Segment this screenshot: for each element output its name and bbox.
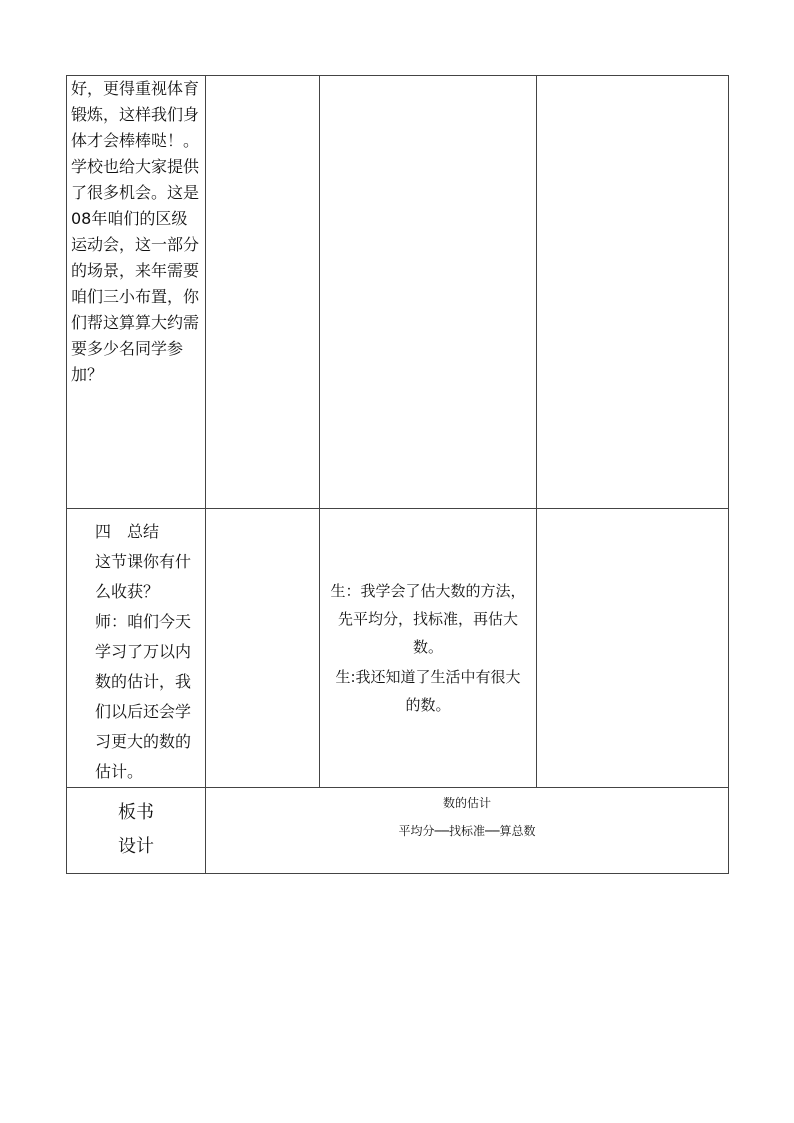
summary-heading: 四 总结 [95,522,160,541]
summary-cell [67,509,206,788]
summary-question: 这节课你有什么收获？ [95,552,192,601]
student-response-2: 生:我还知道了生活中有很大的数。 [335,668,521,714]
board-label-line1: 板书 [118,802,154,823]
board-design-label-cell [67,788,206,874]
teaching-content-text: 好，更得重视体育锻炼，这样我们身体才会棒棒哒！。学校也给大家提供了很多机会。这是08年咱们的区级运动会，这一部分的场景，来年需要咱们三小布置，你们帮这算算大约需要多少名同学参加？ [71,79,200,384]
table-row [67,76,729,509]
empty-cell [206,76,320,509]
empty-cell [206,509,320,788]
empty-cell [537,509,729,788]
empty-cell [537,76,729,509]
board-title: 数的估计 [442,796,491,810]
board-content: 平均分──找标准──算总数 [398,824,536,838]
student-response-cell [320,509,537,788]
empty-cell [320,76,537,509]
lesson-plan-table [66,75,729,874]
teaching-content-cell [67,76,206,509]
table-row [67,509,729,788]
board-design-content-cell [206,788,729,874]
teacher-remark: 师：咱们今天学习了万以内数的估计，我们以后还会学习更大的数的估计。 [95,612,192,781]
student-response-1: 生：我学会了估大数的方法，先平均分，找标准，再估大数。 [330,582,526,656]
board-label-line2: 设计 [118,836,154,857]
table-row [67,788,729,874]
